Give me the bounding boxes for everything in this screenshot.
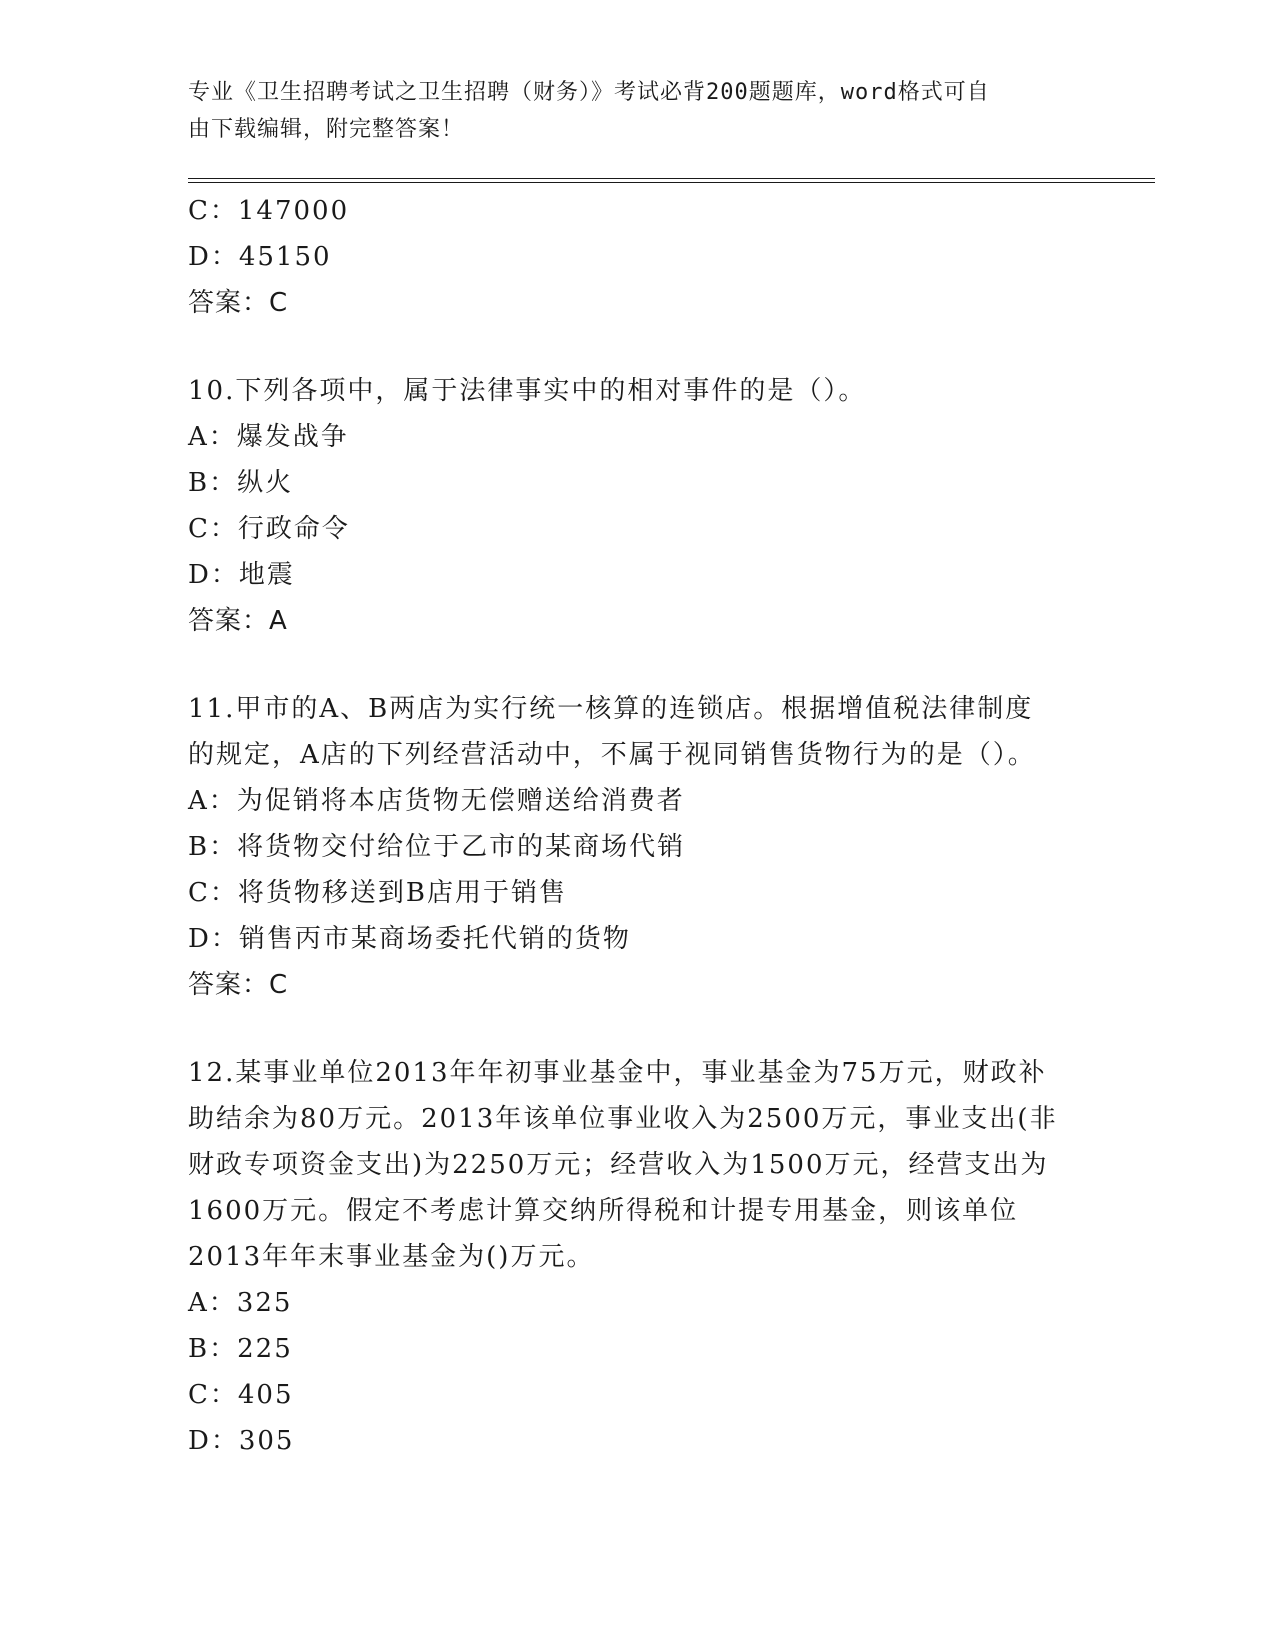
spacer <box>188 326 1088 368</box>
header-line-1: 专业《卫生招聘考试之卫生招聘（财务）》考试必背200题题库，word格式可自 <box>188 80 990 105</box>
option-d: D：销售丙市某商场委托代销的货物 <box>188 924 631 954</box>
option-b: B：纵火 <box>188 468 294 498</box>
option-a: A：爆发战争 <box>188 422 349 452</box>
question-stem-line: 2013年年末事业基金为()万元。 <box>188 1242 595 1272</box>
question-11 <box>188 686 1088 1008</box>
question-list <box>188 188 1088 1464</box>
option-c: C：405 <box>188 1380 294 1410</box>
page-header <box>188 74 1068 148</box>
option-a: A：为促销将本店货物无偿赠送给消费者 <box>188 786 685 816</box>
answer: 答案：C <box>188 970 289 1000</box>
option-c: C：将货物移送到B店用于销售 <box>188 878 568 908</box>
question-stem-line: 12.某事业单位2013年年初事业基金中，事业基金为75万元，财政补 <box>188 1058 1047 1088</box>
question-stem: 10.下列各项中，属于法律事实中的相对事件的是（）。 <box>188 376 867 406</box>
option-c: C：行政命令 <box>188 514 350 544</box>
option-d: D：45150 <box>188 242 332 272</box>
option-a: A：325 <box>188 1288 293 1318</box>
answer: 答案：C <box>188 288 289 318</box>
spacer <box>188 644 1088 686</box>
question-10 <box>188 368 1088 644</box>
spacer <box>188 1008 1088 1050</box>
option-d: D：地震 <box>188 560 295 590</box>
question-stem-line: 财政专项资金支出)为2250万元；经营收入为1500万元，经营支出为 <box>188 1150 1049 1180</box>
question-stem-line: 11.甲市的A、B两店为实行统一核算的连锁店。根据增值税法律制度 <box>188 694 1034 724</box>
answer: 答案：A <box>188 606 288 636</box>
header-rule-bottom <box>188 182 1155 183</box>
header-line-2: 由下载编辑，附完整答案！ <box>188 117 465 142</box>
question-stem-line: 助结余为80万元。2013年该单位事业收入为2500万元，事业支出(非 <box>188 1104 1058 1134</box>
option-c: C：147000 <box>188 196 350 226</box>
header-rule-top <box>188 178 1155 179</box>
question-stem-line: 1600万元。假定不考虑计算交纳所得税和计提专用基金，则该单位 <box>188 1196 1019 1226</box>
option-b: B：225 <box>188 1334 293 1364</box>
option-d: D：305 <box>188 1426 295 1456</box>
question-9-tail <box>188 188 1088 326</box>
option-b: B：将货物交付给位于乙市的某商场代销 <box>188 832 686 862</box>
question-12 <box>188 1050 1088 1464</box>
question-stem-line: 的规定，A店的下列经营活动中，不属于视同销售货物行为的是（）。 <box>188 740 1036 770</box>
